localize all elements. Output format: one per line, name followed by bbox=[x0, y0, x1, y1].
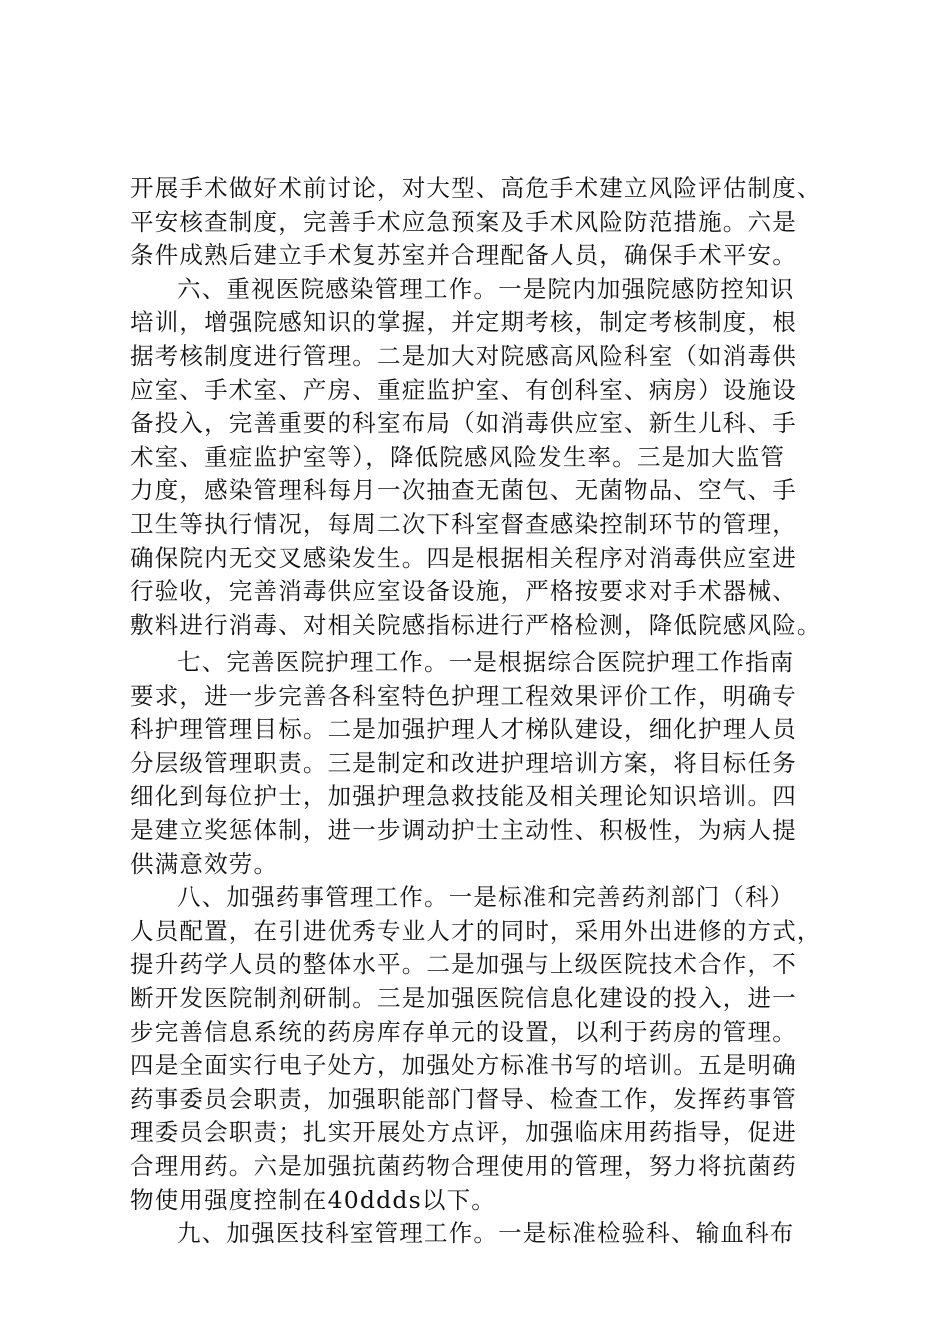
text-line: 行验收，完善消毒供应室设备设施，严格按要求对手术器械、 bbox=[130, 577, 797, 606]
text-line: 四是全面实行电子处方，加强处方标准书写的培训。五是明确 bbox=[130, 1051, 797, 1080]
text-line: 断开发医院制剂研制。三是加强医院信息化建设的投入，进一 bbox=[130, 983, 797, 1012]
text-line: 理委员会职责；扎实开展处方点评，加强临床用药指导，促进 bbox=[130, 1118, 797, 1147]
text-line: 确保院内无交叉感染发生。四是根据相关程序对消毒供应室进 bbox=[130, 543, 797, 572]
text-line: 平安核查制度，完善手术应急预案及手术风险防范措施。六是 bbox=[130, 207, 797, 236]
text-line: 开展手术做好术前讨论，对大型、高危手术建立风险评估制度、 bbox=[130, 174, 822, 202]
text-line: 分层级管理职责。三是制定和改进护理培训方案，将目标任务 bbox=[130, 748, 797, 777]
text-line: 术室、重症监护室等），降低院感风险发生率。三是加大监管 bbox=[130, 442, 786, 471]
paragraph-start-line: 八、加强药事管理工作。一是标准和完善药剂部门（科） bbox=[177, 883, 795, 912]
text-line: 培训，增强院感知识的掌握，并定期考核，制定考核制度，根 bbox=[130, 308, 797, 337]
text-line: 供满意效劳。 bbox=[130, 849, 279, 878]
text-line: 人员配置，在引进优秀专业人才的同时，采用外出进修的方式， bbox=[130, 916, 822, 945]
text-block-upper bbox=[130, 172, 835, 642]
text-line: 药事委员会职责，加强职能部门督导、检查工作，发挥药事管 bbox=[130, 1084, 797, 1113]
text-line: 细化到每位护士，加强护理急救技能及相关理论知识培训。四 bbox=[130, 782, 797, 811]
text-line: 提升药学人员的整体水平。二是加强与上级医院技术合作，不 bbox=[130, 950, 797, 979]
text-line: 步完善信息系统的药房库存单元的设置，以利于药房的管理。 bbox=[130, 1017, 797, 1046]
text-line: 据考核制度进行管理。二是加大对院感高风险科室（如消毒供 bbox=[130, 341, 797, 370]
text-line: 要求，进一步完善各科室特色护理工程效果评价工作，明确专 bbox=[130, 681, 797, 710]
text-block-lower bbox=[130, 646, 835, 1251]
paragraph-start-line: 七、完善医院护理工作。一是根据综合医院护理工作指南 bbox=[177, 648, 795, 676]
text-line: 科护理管理目标。二是加强护理人才梯队建设，细化护理人员 bbox=[130, 715, 797, 744]
text-line: 条件成熟后建立手术复苏室并合理配备人员，确保手术平安。 bbox=[130, 241, 797, 270]
paragraph-start-line: 六、重视医院感染管理工作。一是院内加强院感防控知识 bbox=[177, 274, 795, 303]
paragraph-start-line: 九、加强医技科室管理工作。一是标准检验科、输血科布 bbox=[177, 1219, 795, 1248]
text-line: 卫生等执行情况，每周二次下科室督查感染控制环节的管理， bbox=[130, 509, 797, 538]
text-line: 是建立奖惩体制，进一步调动护士主动性、积极性，为病人提 bbox=[130, 815, 797, 844]
text-line: 备投入，完善重要的科室布局（如消毒供应室、新生儿科、手 bbox=[130, 409, 797, 438]
text-line: 合理用药。六是加强抗菌药物合理使用的管理，努力将抗菌药 bbox=[130, 1151, 797, 1180]
text-line: 应室、手术室、产房、重症监护室、有创科室、病房）设施设 bbox=[130, 375, 797, 404]
text-line: 敷料进行消毒、对相关院感指标进行严格检测，降低院感风险。 bbox=[130, 610, 822, 639]
text-line: 物使用强度控制在40ddds以下。 bbox=[130, 1185, 496, 1214]
text-line: 力度，感染管理科每月一次抽查无菌包、无菌物品、空气、手 bbox=[130, 476, 797, 505]
